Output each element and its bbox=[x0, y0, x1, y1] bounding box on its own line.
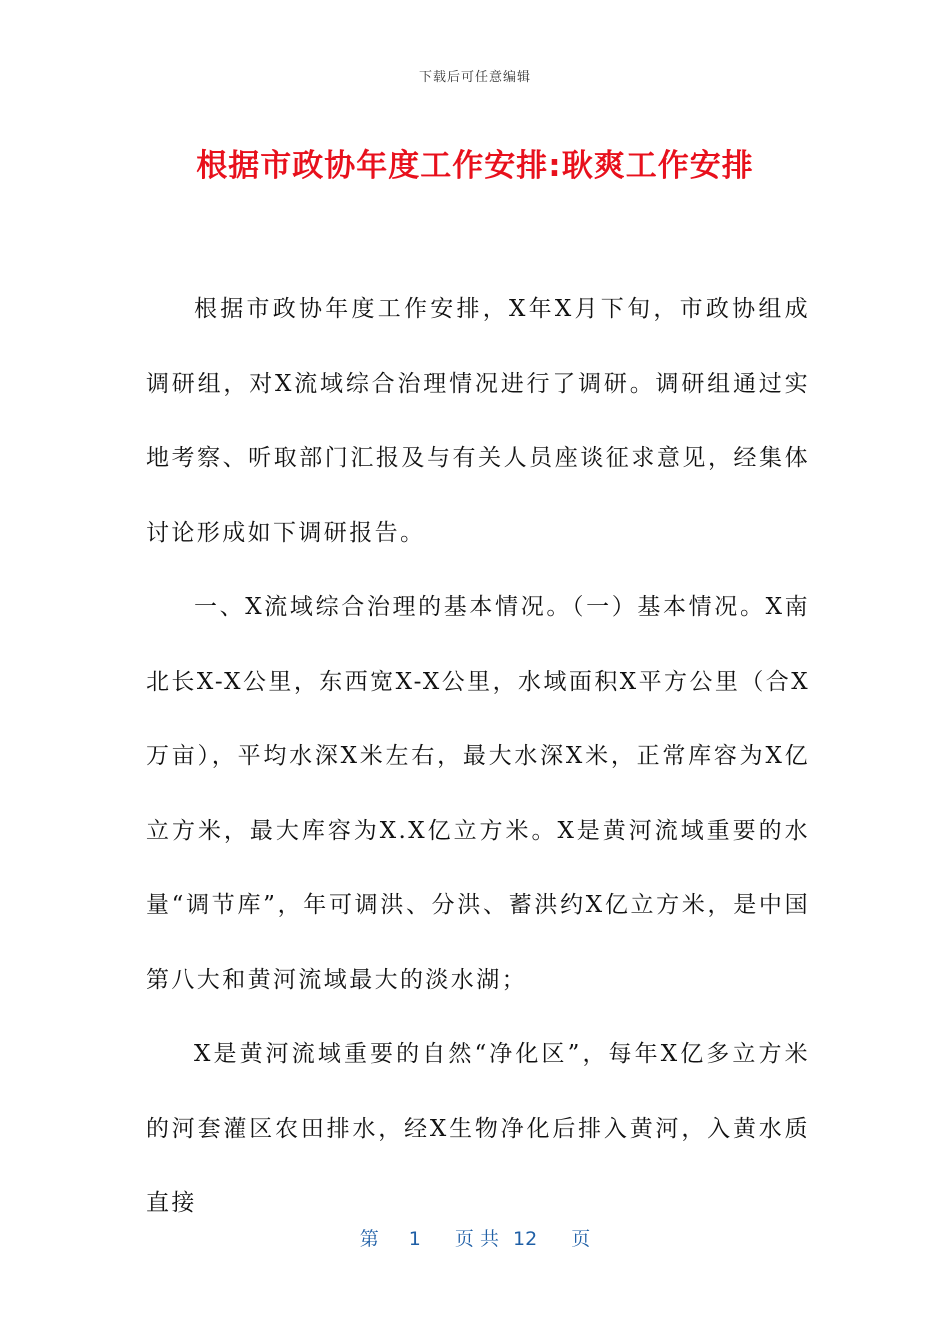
page-current: 1 bbox=[408, 1228, 421, 1250]
page-suffix: 页 bbox=[571, 1228, 591, 1250]
header-note: 下载后可任意编辑 bbox=[418, 70, 531, 85]
document-title: 根据市政协年度工作安排:耿爽工作安排 bbox=[196, 148, 754, 184]
paragraph-2: 一、X流域综合治理的基本情况。（一）基本情况。X南北长X-X公里，东西宽X-X公里，水域面积X平方公里（合X万亩），平均水深X米左右，最大水深X米，正常库容为X亿立方米，最大库容为X.X亿立方米。X是黄河流域重要的水量“调节库”，年可调洪、分洪、蓄洪约X亿立方米，是中国第八大和黄河流域最大的淡水湖； bbox=[146, 594, 810, 993]
page-total: 12 bbox=[513, 1228, 538, 1250]
paragraph-1: 根据市政协年度工作安排，X年X月下旬，市政协组成调研组，对X流域综合治理情况进行了调研。调研组通过实地考察、听取部门汇报及与有关人员座谈征求意见，经集体讨论形成如下调研报告。 bbox=[146, 296, 810, 546]
paragraph-3: X是黄河流域重要的自然“净化区”，每年X亿多立方米的河套灌区农田排水，经X生物净化后排入黄河，入黄水质直接 bbox=[146, 1041, 810, 1216]
page-middle: 页 共 bbox=[454, 1228, 499, 1250]
page-footer bbox=[0, 1224, 950, 1251]
page-prefix: 第 bbox=[359, 1228, 379, 1250]
document-body bbox=[146, 272, 810, 1241]
